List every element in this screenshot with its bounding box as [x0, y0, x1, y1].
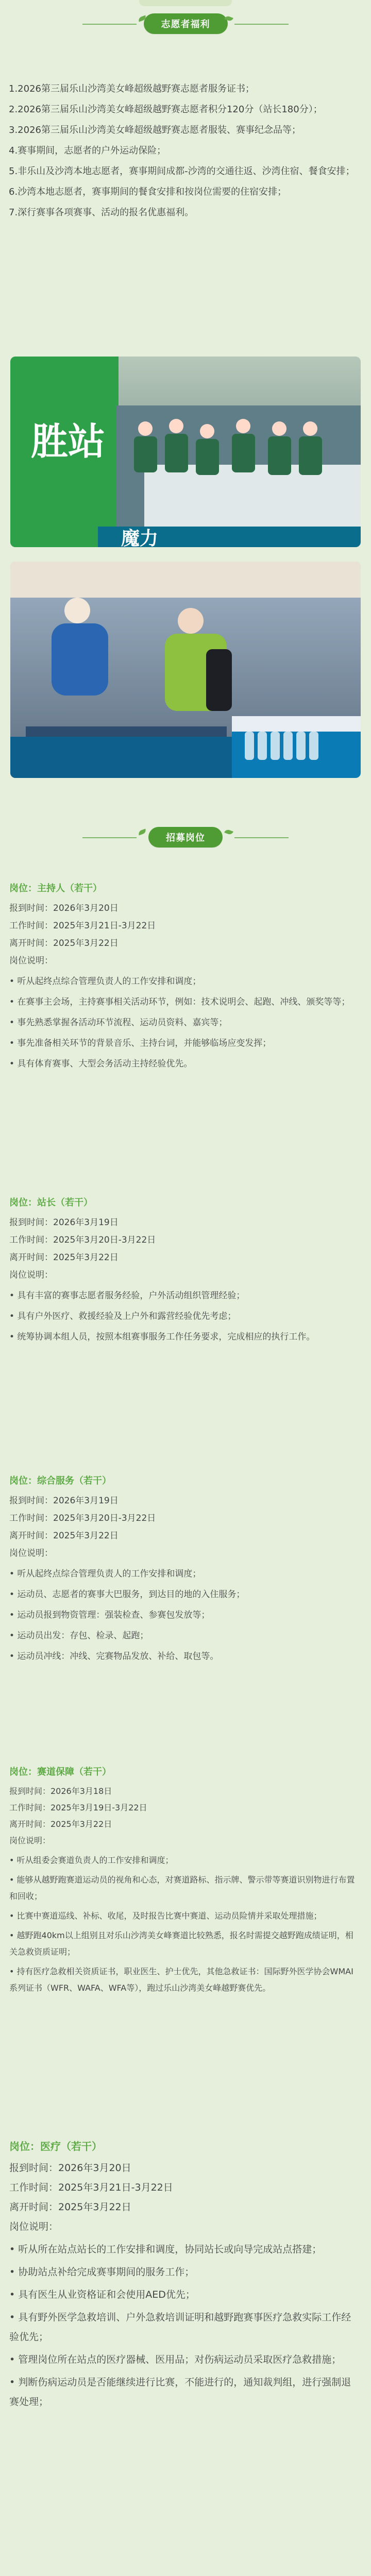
post-title: 岗位：主持人（若干）	[9, 883, 102, 894]
post-line: • 统筹协调本组人员，按照本组赛事服务工作任务要求，完成相应的执行工作。	[9, 1332, 315, 1342]
post-line: 岗位说明：	[9, 1836, 51, 1845]
benefit-item: 2.2026第三届乐山沙湾美女峰超级越野赛志愿者积分120分（站长180分）；	[9, 104, 323, 115]
post-line: 工作时间：2025年3月20日-3月22日	[9, 1235, 156, 1245]
post-line: • 具有丰富的赛事志愿者服务经验，户外活动组织管理经验；	[9, 1291, 245, 1301]
benefits-title: 志愿者福利	[144, 13, 228, 34]
title-line-left	[82, 24, 137, 25]
post-line: 报到时间：2026年3月20日	[9, 2162, 131, 2174]
post-title: 岗位：综合服务（若干）	[9, 1476, 111, 1486]
post-general-service	[9, 1473, 361, 1665]
post-line: • 运动员出发：存包、检录、起跑；	[9, 1631, 149, 1641]
post-line: • 听从组委会赛道负责人的工作安排和调度；	[9, 1855, 174, 1865]
benefit-item: 4.赛事期间，志愿者的户外运动保险；	[9, 145, 166, 156]
benefit-item: 6.沙湾本地志愿者，赛事期间的餐食安排和按岗位需要的住宿安排；	[9, 187, 287, 197]
volunteer-photo-1	[10, 357, 361, 547]
post-line: • 具有体育赛事、大型会务活动主持经验优先。	[9, 1059, 193, 1069]
post-line: 岗位说明：	[9, 1270, 53, 1280]
benefit-item: 5.非乐山及沙湾本地志愿者，赛事期间成都-沙湾的交通往返、沙湾住宿、餐食安排；	[9, 166, 355, 177]
top-tab	[139, 0, 232, 6]
post-line: • 运动员冲线：冲线、完赛物品发放、补给、取包等。	[9, 1651, 219, 1662]
post-line: 报到时间：2026年3月19日	[9, 1496, 119, 1506]
post-line: • 运动员报到物资管理：强装检查、参赛包发放等；	[9, 1610, 210, 1620]
benefit-item: 1.2026第三届乐山沙湾美女峰超级越野赛志愿者服务证书；	[9, 83, 255, 94]
post-line: 工作时间：2025年3月19日-3月22日	[9, 1803, 147, 1812]
post-line: • 事先熟悉掌握各活动环节流程、运动员资料、嘉宾等；	[9, 1018, 228, 1028]
post-line: 离开时间：2025年3月22日	[9, 1252, 119, 1263]
post-line: • 越野跑40km以上组别且对乐山沙湾美女峰赛道比较熟悉，报名时需提交越野跑成绩证明，相关急救资质证明；	[9, 1930, 353, 1957]
post-line: • 能够从越野跑赛道运动员的视角和心态，对赛道路标、指示牌、警示带等赛道识别物进行布置和回收；	[9, 1875, 355, 1901]
post-line: • 听从起终点综合管理负责人的工作安排和调度；	[9, 976, 201, 987]
post-line: 报到时间：2026年3月19日	[9, 1217, 119, 1228]
photo1-side-text: 胜站	[31, 421, 106, 463]
recruit-title: 招募岗位	[148, 827, 223, 848]
volunteer-photo-1-art	[10, 357, 361, 547]
post-line: 离开时间：2025年3月22日	[9, 1531, 119, 1541]
post-title: 岗位：医疗（若干）	[9, 2140, 102, 2153]
post-line: 岗位说明：	[9, 956, 53, 966]
post-course-support	[9, 1765, 361, 1996]
post-title: 岗位：站长（若干）	[9, 1197, 93, 1208]
post-line: 岗位说明：	[9, 1548, 53, 1558]
post-line: • 听从起终点综合管理负责人的工作安排和调度；	[9, 1569, 201, 1579]
volunteer-photo-2-art	[10, 562, 361, 778]
post-line: 离开时间：2025年3月22日	[9, 2201, 131, 2213]
post-line: 报到时间：2026年3月18日	[9, 1786, 112, 1796]
post-line: 离开时间：2025年3月22日	[9, 938, 119, 948]
title-line-left	[82, 837, 137, 838]
post-station-manager	[9, 1195, 361, 1346]
post-line: 离开时间：2025年3月22日	[9, 1819, 112, 1829]
post-line: • 听从所在站点站长的工作安排和调度，协同站长或向导完成站点搭建；	[9, 2244, 322, 2255]
post-line: 工作时间：2025年3月20日-3月22日	[9, 1513, 156, 1523]
post-line: 岗位说明：	[9, 2221, 59, 2232]
post-line: • 具有医生从业资格证和会使用AED优先；	[9, 2289, 195, 2300]
person-2-head	[178, 608, 204, 634]
benefit-item: 7.深行赛事各项赛事、活动的报名优惠福利。	[9, 207, 194, 218]
post-line: • 管理岗位所在站点的医疗器械、医用品；对伤病运动员采取医疗急救措施；	[9, 2354, 342, 2365]
section-title-benefits	[0, 13, 371, 34]
post-line: • 具有野外医学急救培训、户外急救培训证明和越野跑赛事医疗急救实际工作经验优先；	[9, 2312, 351, 2343]
post-line: • 协助站点补给完成赛事期间的服务工作；	[9, 2266, 195, 2278]
post-line: • 持有医疗急救相关资质证书，职业医生、护士优先，其他急救证书：国际野外医学协会WMAI系列证书（WFR、WAFA、WFA等），跑过乐山沙湾美女峰越野赛优先。	[9, 1967, 353, 1993]
post-line: • 具有户外医疗、救援经验及上户外和露营经验优先考虑；	[9, 1311, 237, 1321]
title-line-right	[234, 24, 289, 25]
post-line: • 在赛事主会场，主持赛事相关活动环节，例如：技术说明会、起跑、冲线、颁奖等等；	[9, 997, 350, 1007]
section-title-recruit	[0, 827, 371, 848]
photo1-text: 魔力	[121, 528, 159, 547]
title-line-right	[234, 837, 289, 838]
post-line: • 事先准备相关环节的背景音乐、主持台词，并能够临场应变发挥；	[9, 1038, 272, 1048]
post-line: • 比赛中赛道巡线、补标、收尾，及时报告比赛中赛道、运动员险情并采取处理措施；	[9, 1911, 322, 1921]
post-medical	[9, 2138, 361, 2412]
post-line: 工作时间：2025年3月21日-3月22日	[9, 921, 156, 931]
benefits-list	[9, 79, 360, 223]
person-1-head	[64, 598, 90, 623]
post-line: • 判断伤病运动员是否能继续进行比赛，不能进行的，通知裁判组，进行强制退赛处理；	[9, 2377, 351, 2408]
benefit-item: 3.2026第三届乐山沙湾美女峰超级越野赛志愿者服装、赛事纪念品等；	[9, 125, 301, 135]
post-line: 报到时间：2026年3月20日	[9, 903, 119, 913]
volunteer-photo-2	[10, 562, 361, 778]
post-line: 工作时间：2025年3月21日-3月22日	[9, 2182, 173, 2193]
person-1-body	[52, 623, 108, 696]
post-title: 岗位：赛道保障（若干）	[9, 1767, 111, 1777]
post-host	[9, 881, 361, 1073]
post-line: • 运动员、志愿者的赛事大巴服务，到达目的地的入住服务；	[9, 1589, 245, 1600]
